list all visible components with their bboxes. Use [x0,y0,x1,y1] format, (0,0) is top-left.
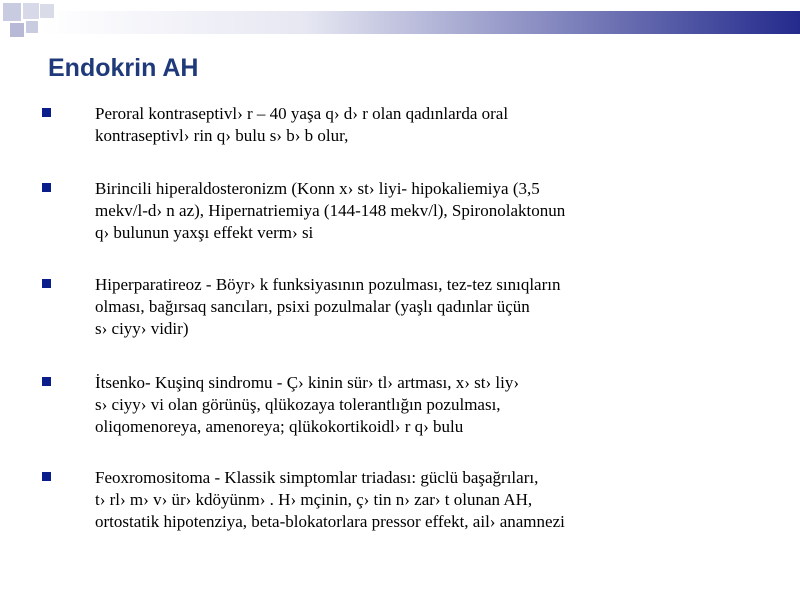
bullet-line: olması, bağırsaq sancıları, psixi pozulmalar (yaşlı qadınlar üçün [95,297,530,316]
square-bullet-icon [42,279,51,288]
bullet-line: oliqomenoreya, amenoreya; qlükokortikoidl› r q› bulu [95,417,464,436]
bullet-line: q› bulunun yaxşı effekt verm› si [95,223,314,242]
bullet-text [95,372,735,438]
bullet-line: t› rl› m› v› ür› kdöyünm› . H› mçinin, ç› tin n› zar› t olunan AH, [95,490,533,509]
bullet-line: Peroral kontraseptivl› r – 40 yaşa q› d› r olan qadınlarda oral [95,104,509,123]
bullet-line: mekv/l-d› n az), Hipernatriemiya (144-148 mekv/l), Spironolaktonun [95,201,566,220]
bullet-line: İtsenko- Kuşinq sindromu - Ç› kinin sür› tl› artması, x› st› liy› [95,373,520,392]
bullet-line: Hiperparatireoz - Böyr› k funksiyasının pozulması, tez-tez sınıqların [95,275,561,294]
square-bullet-icon [42,108,51,117]
square-bullet-icon [42,377,51,386]
header-decoration [0,0,800,50]
square-bullet-icon [42,183,51,192]
bullet-line: s› ciyy› vi olan görünüş, qlükozaya tolerantlığın pozulması, [95,395,501,414]
bullet-line: s› ciyy› vidir) [95,319,189,338]
bullet-text [95,178,735,244]
bullet-text [95,467,735,533]
bullet-line: kontraseptivl› rin q› bulu s› b› b olur, [95,126,349,145]
bullet-text [95,274,735,340]
square-bullet-icon [42,472,51,481]
bullet-line: ortostatik hipotenziya, beta-blokatorlara pressor effekt, ail› anamnezi [95,512,565,531]
bullet-text [95,103,735,147]
slide-title: Endokrin AH [48,54,199,82]
bullet-line: Birincili hiperaldosteronizm (Konn x› st› liyi- hipokaliemiya (3,5 [95,179,540,198]
bullet-line: Feoxromositoma - Klassik simptomlar triadası: güclü başağrıları, [95,468,539,487]
